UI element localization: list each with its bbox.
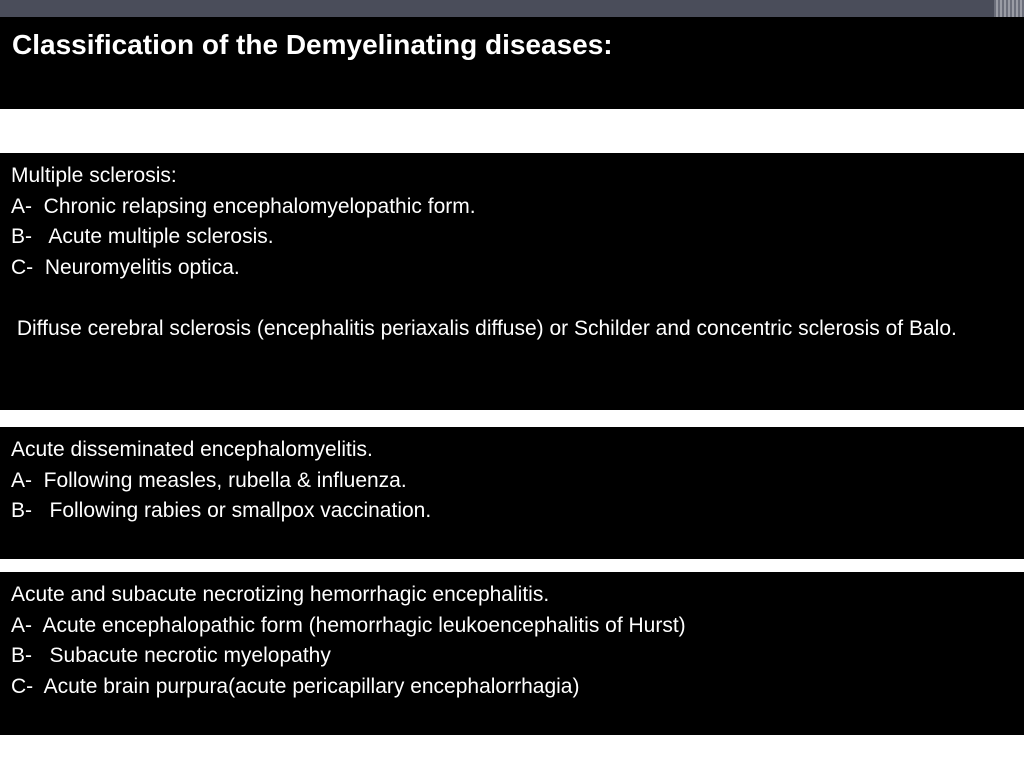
list-item: A- Following measles, rubella & influenza. xyxy=(11,468,407,492)
list-item: B- Acute multiple sclerosis. xyxy=(11,225,274,248)
necrotizing-encephalitis-panel xyxy=(0,572,1024,735)
slide-title: Classification of the Demyelinating diseases: xyxy=(12,29,613,60)
top-bar-accent xyxy=(994,0,1024,17)
top-bar xyxy=(0,0,1024,17)
title-block xyxy=(0,17,1024,109)
list-item: C- Acute brain purpura(acute pericapillary encephalorrhagia) xyxy=(11,674,580,698)
spacer xyxy=(11,283,1012,314)
list-item: C- Neuromyelitis optica. xyxy=(11,255,240,279)
list-item: A- Acute encephalopathic form (hemorrhagic leukoencephalitis of Hurst) xyxy=(11,613,686,637)
paragraph: Diffuse cerebral sclerosis (encephalitis periaxalis diffuse) or Schilder and concentric sclerosis of Balo. xyxy=(11,316,957,340)
list-item: A- Chronic relapsing encephalomyelopathic form. xyxy=(11,194,476,218)
adem-panel xyxy=(0,427,1024,559)
list-item: B- Following rabies or smallpox vaccination. xyxy=(11,499,432,522)
section-heading: Multiple sclerosis: xyxy=(11,164,177,187)
section-heading: Acute and subacute necrotizing hemorrhagic encephalitis. xyxy=(11,583,550,606)
list-item: B- Subacute necrotic myelopathy xyxy=(11,644,331,667)
section-heading: Acute disseminated encephalomyelitis. xyxy=(11,438,373,461)
multiple-sclerosis-panel xyxy=(0,153,1024,410)
